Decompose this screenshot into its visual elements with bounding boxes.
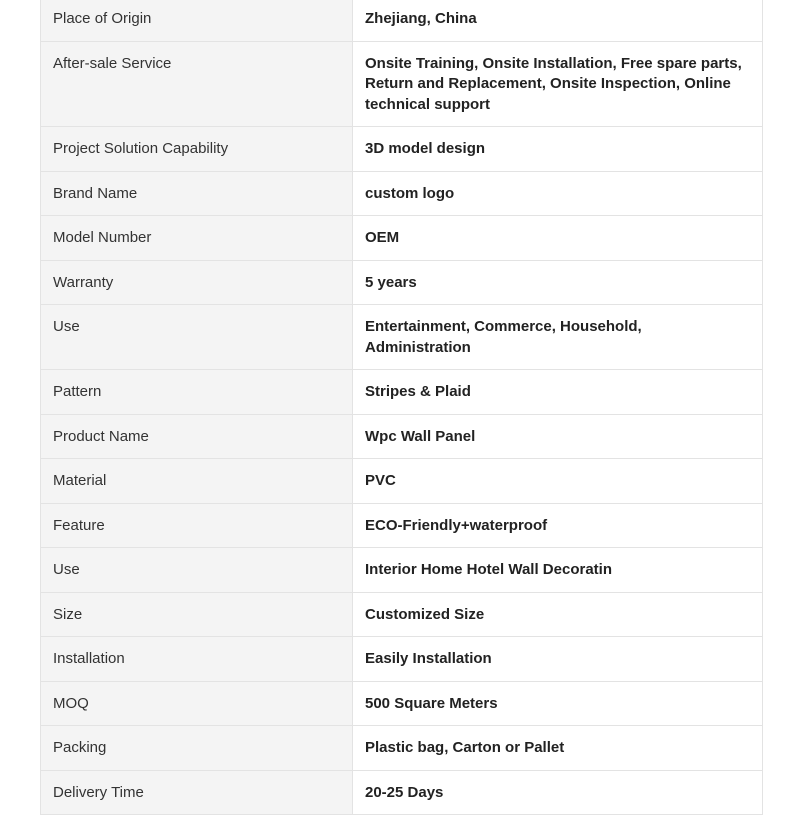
spec-attribute: Project Solution Capability [41, 127, 353, 172]
spec-attribute: Model Number [41, 216, 353, 261]
table-row [41, 503, 763, 548]
spec-value: custom logo [353, 171, 763, 216]
table-row [41, 370, 763, 415]
table-row [41, 592, 763, 637]
table-row [41, 414, 763, 459]
table-row [41, 770, 763, 815]
spec-attribute: Use [41, 305, 353, 370]
spec-value: PVC [353, 459, 763, 504]
table-row [41, 548, 763, 593]
product-spec-table [40, 0, 763, 815]
table-row [41, 127, 763, 172]
spec-attribute: Packing [41, 726, 353, 771]
table-row [41, 459, 763, 504]
table-row [41, 681, 763, 726]
spec-attribute: Installation [41, 637, 353, 682]
spec-attribute: Brand Name [41, 171, 353, 216]
spec-attribute: MOQ [41, 681, 353, 726]
spec-attribute: Product Name [41, 414, 353, 459]
spec-attribute: Feature [41, 503, 353, 548]
table-row [41, 0, 763, 41]
spec-value: 20-25 Days [353, 770, 763, 815]
spec-attribute: Place of Origin [41, 0, 353, 41]
spec-table-body [41, 0, 763, 815]
spec-value: ECO-Friendly+waterproof [353, 503, 763, 548]
spec-value: Stripes & Plaid [353, 370, 763, 415]
spec-attribute: Material [41, 459, 353, 504]
spec-value: 3D model design [353, 127, 763, 172]
spec-value: 500 Square Meters [353, 681, 763, 726]
spec-value: OEM [353, 216, 763, 261]
spec-attribute: After-sale Service [41, 41, 353, 127]
spec-value: Entertainment, Commerce, Household, Administration [353, 305, 763, 370]
table-row [41, 41, 763, 127]
table-row [41, 260, 763, 305]
table-row [41, 726, 763, 771]
spec-attribute: Pattern [41, 370, 353, 415]
table-row [41, 637, 763, 682]
spec-attribute: Size [41, 592, 353, 637]
spec-attribute: Warranty [41, 260, 353, 305]
spec-value: Interior Home Hotel Wall Decoratin [353, 548, 763, 593]
spec-value: Plastic bag, Carton or Pallet [353, 726, 763, 771]
table-row [41, 305, 763, 370]
spec-value: Easily Installation [353, 637, 763, 682]
spec-value: Customized Size [353, 592, 763, 637]
spec-attribute: Use [41, 548, 353, 593]
spec-value: Zhejiang, China [353, 0, 763, 41]
table-row [41, 216, 763, 261]
spec-attribute: Delivery Time [41, 770, 353, 815]
spec-value: Onsite Training, Onsite Installation, Free spare parts, Return and Replacement, Onsite Inspection, Online technical support [353, 41, 763, 127]
spec-value: Wpc Wall Panel [353, 414, 763, 459]
table-row [41, 171, 763, 216]
spec-value: 5 years [353, 260, 763, 305]
